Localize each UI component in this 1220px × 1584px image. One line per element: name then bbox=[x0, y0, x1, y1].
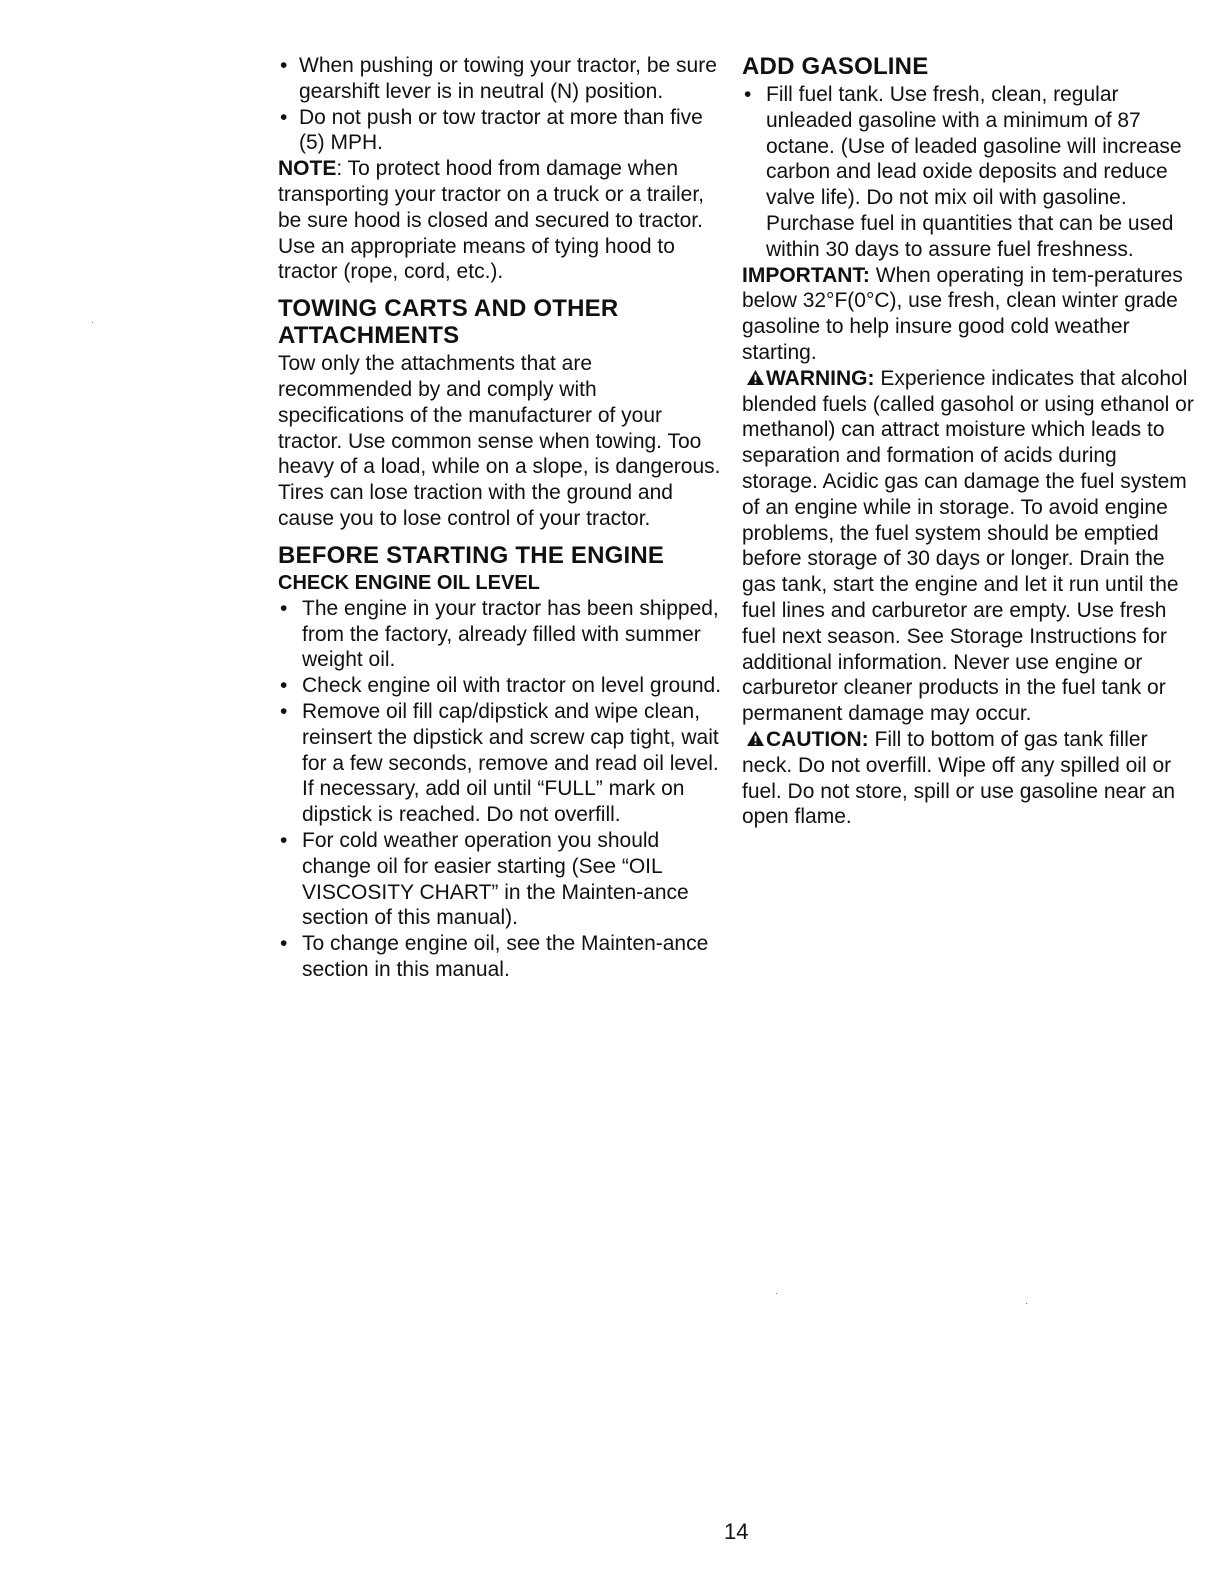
towing-safety-list bbox=[278, 53, 728, 156]
page-number: 14 bbox=[724, 1519, 749, 1544]
before-starting-heading: BEFORE STARTING THE ENGINE bbox=[278, 541, 665, 569]
caution-paragraph bbox=[742, 727, 1194, 830]
important-label: IMPORTANT: bbox=[742, 263, 870, 287]
caution-text: Fill to bottom of gas tank filler neck. Do not overfill. Wipe off any spilled oil or fuel. Do not store, spill or use gasoline near an open flame. bbox=[742, 727, 1176, 829]
warning-text: Experience indicates that alcohol blended fuels (called gasohol or using ethanol or methanol) can attract moisture which leads to separation and formation of acids during storage. Acidic gas can damage the fuel system of an engine while in storage. To avoid engine problems, the fuel system should be emptied before storage of 30 days or longer. Drain the gas tank, start the engine and let it run until the fuel lines and carburetor are empty. Use fresh fuel next season. See Storage Instructions for additional information. Never use engine or carburetor cleaner products in the fuel tank or permanent damage may occur. bbox=[742, 366, 1194, 726]
warning-label: WARNING: bbox=[766, 366, 875, 390]
note-text: : To protect hood from damage when transporting your tractor on a truck or a trailer, be sure hood is closed and secured to tractor. Use an appropriate means of tying hood to tractor (rope, cord, etc.). bbox=[278, 157, 705, 284]
left-column bbox=[278, 53, 728, 983]
list-item: • When pushing or towing your tractor, be sure gearshift lever is in neutral (N) position. bbox=[278, 53, 728, 105]
towing-carts-body: Tow only the attachments that are recommended by and comply with specifications of the manufacturer of your tractor. Use common sense when towing. Too heavy of a load, while on a slope, is dangerous. Tires can lose traction with the ground and cause you to lose control of your tractor. bbox=[278, 352, 721, 530]
important-text: When operating in tem-peratures below 32°F(0°C), use fresh, clean winter grade gasoline to help insure good cold weather starting. bbox=[742, 263, 1183, 364]
caution-label: CAUTION: bbox=[766, 727, 869, 751]
list-item: • Fill fuel tank. Use fresh, clean, regular unleaded gasoline with a minimum of 87 octane. (Use of leaded gasoline will increase carbon and lead oxide deposits and reduce valve life). Do not mix oil with gasoline. Purchase fuel in quantities that can be used within 30 days to assure fuel freshness. bbox=[742, 82, 1194, 263]
list-item: • For cold weather operation you should change oil for easier starting (See “OIL VISCOSITY CHART” in the Mainten-ance section of this manual). bbox=[278, 828, 728, 931]
list-item: • To change engine oil, see the Mainten-ance section in this manual. bbox=[278, 931, 728, 983]
note-paragraph bbox=[278, 156, 728, 285]
important-paragraph bbox=[742, 263, 1194, 366]
warning-triangle-icon bbox=[746, 369, 765, 386]
warning-paragraph bbox=[742, 366, 1194, 727]
warning-triangle-icon bbox=[746, 730, 765, 747]
towing-carts-heading: TOWING CARTS AND OTHER ATTACHMENTS bbox=[278, 295, 619, 350]
add-gasoline-list bbox=[742, 82, 1194, 263]
check-oil-list bbox=[278, 596, 728, 983]
scan-speck bbox=[92, 322, 93, 323]
list-item: • Remove oil fill cap/dipstick and wipe clean, reinsert the dipstick and screw cap tight, wait for a few seconds, remove and read oil level. If necessary, add oil until “FULL” mark on dipstick is reached. Do not overfill. bbox=[278, 699, 728, 828]
check-oil-subheading: CHECK ENGINE OIL LEVEL bbox=[278, 571, 540, 594]
add-gasoline-heading: ADD GASOLINE bbox=[742, 53, 929, 80]
list-item: • Check engine oil with tractor on level ground. bbox=[278, 673, 728, 699]
list-item: • Do not push or tow tractor at more than five (5) MPH. bbox=[278, 105, 728, 157]
scan-speck bbox=[776, 1293, 777, 1294]
list-item: • The engine in your tractor has been shipped, from the factory, already filled with summer weight oil. bbox=[278, 596, 728, 673]
right-column bbox=[742, 53, 1194, 830]
scan-speck bbox=[1026, 1303, 1027, 1304]
note-label: NOTE bbox=[278, 157, 337, 181]
